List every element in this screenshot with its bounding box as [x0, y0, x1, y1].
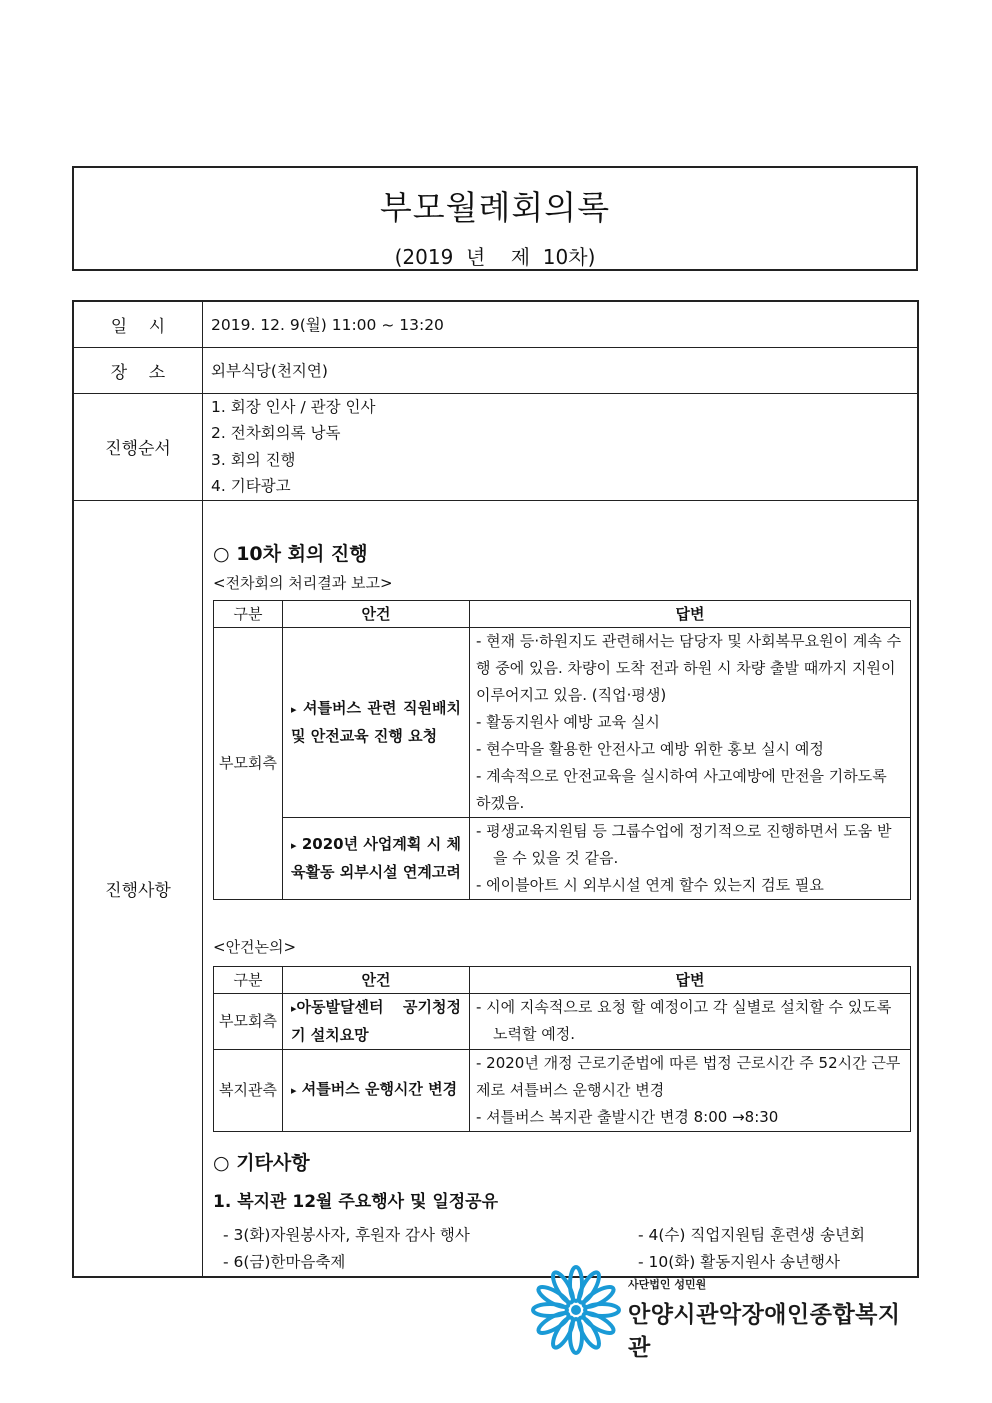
triangle-bullet-icon: ▸ — [291, 702, 297, 716]
agenda-cell — [283, 627, 470, 817]
place-label: 장 소 — [73, 347, 203, 393]
answer-line: - 현수막을 활용한 안전사고 예방 위한 홍보 실시 예정 — [476, 739, 824, 758]
triangle-bullet-icon: ▸ — [291, 838, 297, 852]
misc-subheading: 1. 복지관 12월 주요행사 및 일정공유 — [213, 1191, 499, 1212]
organization-logo — [528, 1262, 920, 1361]
triangle-bullet-icon: ▸ — [291, 1001, 297, 1015]
logo-org-name: 안양시관악장애인종합복지관 — [628, 1302, 901, 1361]
event-item: - 6(금)한마음축제 — [223, 1252, 346, 1271]
progress-content — [203, 500, 919, 1277]
agenda-cell — [283, 993, 470, 1049]
date-label: 일 시 — [73, 301, 203, 347]
prev-table — [213, 600, 911, 900]
header-group: 구분 — [214, 600, 283, 627]
answer-cell — [470, 817, 911, 899]
disc-row-1 — [214, 993, 911, 1049]
header-answer: 답변 — [470, 600, 911, 627]
order-item: 1. 회장 인사 / 관장 인사 — [211, 397, 376, 416]
disc-table — [213, 966, 911, 1132]
misc-heading: ○ 기타사항 — [213, 1151, 310, 1174]
document-title: 부모월례회의록 — [379, 188, 611, 227]
order-label: 진행순서 — [73, 393, 203, 500]
title-box — [72, 166, 918, 271]
answer-line: - 활동지원사 예방 교육 실시 — [476, 712, 660, 731]
answer-cell — [470, 993, 911, 1049]
answer-line: - 평생교육지원팀 등 그룹수업에 정기적으로 진행하면서 도움 받을 수 있을 것 같음. — [476, 821, 892, 867]
answer-line: - 에이블아트 시 외부시설 연계 할수 있는지 검토 필요 — [476, 875, 824, 894]
logo-center — [571, 1305, 581, 1315]
agenda-text: 셔틀버스 관련 직원배치 및 안전교육 진행 요청 — [291, 698, 461, 745]
agenda-text: 2020년 사업계획 시 체육활동 외부시설 연계고려 — [291, 834, 461, 881]
meeting-heading: ○ 10차 회의 진행 — [213, 542, 368, 565]
progress-label: 진행사항 — [73, 500, 203, 1277]
document-subtitle: (2019 년 제 10차) — [394, 245, 596, 269]
disc-caption: <안건논의> — [213, 937, 297, 956]
header-answer: 답변 — [470, 966, 911, 993]
place-value: 외부식당(천지연) — [203, 347, 919, 393]
prev-row-1 — [214, 627, 911, 817]
answer-cell — [470, 627, 911, 817]
order-row — [73, 393, 918, 500]
flower-logo-icon — [528, 1262, 628, 1358]
order-list — [203, 393, 919, 500]
prev-header-row — [214, 600, 911, 627]
minutes-table — [72, 300, 919, 1278]
order-item: 4. 기타광고 — [211, 477, 291, 495]
answer-line: - 2020년 개정 근로기준법에 따른 법정 근로시간 주 52시간 근무제로 셔틀버스 운행시간 변경 — [476, 1053, 901, 1099]
disc-row-2 — [214, 1049, 911, 1131]
agenda-cell — [283, 1049, 470, 1131]
group-cell: 복지관측 — [214, 1049, 283, 1131]
date-value: 2019. 12. 9(월) 11:00 ~ 13:20 — [203, 301, 919, 347]
group-cell: 부모회측 — [214, 627, 283, 899]
answer-line: - 계속적으로 안전교육을 실시하여 사고예방에 만전을 기하도록 하겠음. — [476, 766, 887, 812]
answer-line: - 시에 지속적으로 요청 할 예정이고 각 실별로 설치할 수 있도록 노력할 예정. — [476, 998, 892, 1043]
answer-cell — [470, 1049, 911, 1131]
event-item: - 10(화) 활동지원사 송년행사 — [638, 1252, 840, 1271]
place-row — [73, 347, 918, 393]
event-item: - 3(화)자원봉사자, 후원자 감사 행사 — [223, 1225, 470, 1244]
prev-row-2 — [214, 817, 911, 899]
date-row — [73, 301, 918, 347]
order-item: 3. 회의 진행 — [211, 450, 296, 469]
header-agenda: 안건 — [283, 966, 470, 993]
agenda-cell — [283, 817, 470, 899]
logo-small-text: 사단법인 성민원 — [628, 1278, 707, 1291]
order-item: 2. 전차회의록 낭독 — [211, 424, 341, 442]
event-item: - 4(수) 직업지원팀 훈련생 송년회 — [638, 1225, 865, 1244]
triangle-bullet-icon: ▸ — [291, 1084, 297, 1097]
agenda-text: 아동발달센터 공기청정기 설치요망 — [291, 997, 461, 1044]
group-cell: 부모회측 — [214, 993, 283, 1049]
disc-header-row — [214, 966, 911, 993]
answer-line: - 셔틀버스 복지관 출발시간 변경 8:00 →8:30 — [476, 1107, 779, 1126]
header-group: 구분 — [214, 966, 283, 993]
prev-caption: <전차회의 처리결과 보고> — [213, 573, 393, 592]
header-agenda: 안건 — [283, 600, 470, 627]
answer-line: - 현재 등·하원지도 관련해서는 담당자 및 사회복무요원이 계속 수행 중에 있음. 차량이 도착 전과 하원 시 차량 출발 때까지 지원이 이루어지고 있음. (직업·평생) — [476, 631, 902, 704]
agenda-text: 셔틀버스 운행시간 변경 — [301, 1080, 458, 1098]
progress-row — [73, 500, 918, 1277]
